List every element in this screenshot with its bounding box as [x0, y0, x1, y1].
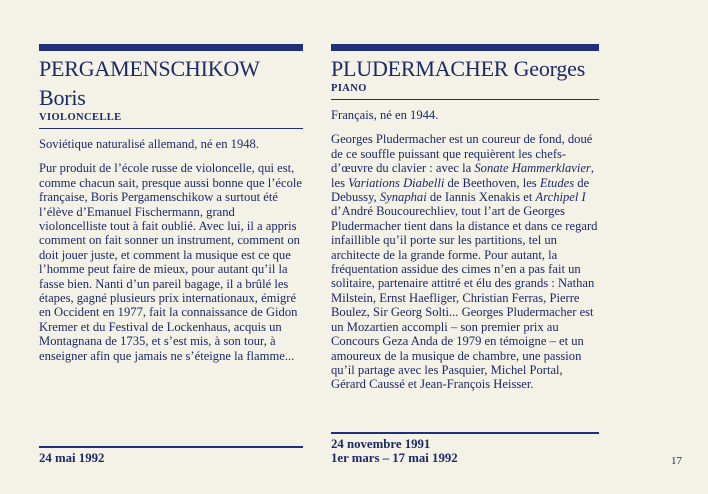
artist-entry-pludermacher	[331, 44, 599, 402]
concert-date: 1er mars – 17 mai 1992	[331, 450, 458, 465]
entry-top-bar	[39, 44, 303, 51]
header-rule	[39, 128, 303, 129]
artist-entry-pergamenschikow	[39, 44, 303, 373]
artist-biography	[331, 108, 599, 392]
artist-surname: PERGAMENSCHIKOW	[39, 56, 260, 81]
date-rule	[331, 432, 599, 434]
artist-biography	[39, 137, 303, 363]
page-number: 17	[671, 455, 682, 467]
artist-name: PLUDERMACHER Georges	[331, 56, 586, 81]
header-rule	[331, 99, 599, 100]
bio-paragraph: Pur produit de l’école russe de violoncelle, qui est, comme chacun sait, presque aussi bonne que l’école française, Boris Pergamenschikow a surtout été l’élève d’Emanuel Fischermann, grand violoncelliste tout à fait oublié. Avec lui, il a appris comment on fait sonner un instrument, comment on doit jouer juste, et comment la musique est ce que l’homme peut faire de mieux, pour autant qu’il la fasse bien. Nanti d’un pareil bagage, il a brûlé les étapes, gagné plusieurs prix internationaux, émigré en Occident en 1977, fait la connaissance de Gidon Kremer et du Festival de Lockenhaus, acquis un Montagnana de 1735, et s’est mis, à son tour, à enseigner afin que jamais ne s’éteigne la flamme...	[39, 161, 302, 363]
concert-dates-left	[39, 446, 303, 466]
bio-intro: Soviétique naturalisé allemand, né en 1948.	[39, 137, 259, 151]
artist-firstname: Boris	[39, 85, 86, 110]
artist-instrument: VIOLONCELLE	[39, 112, 122, 123]
artist-instrument: PIANO	[331, 83, 367, 94]
entry-top-bar	[331, 44, 599, 51]
bio-intro: Français, né en 1944.	[331, 108, 439, 122]
concert-date: 24 novembre 1991	[331, 437, 431, 451]
bio-paragraph: Georges Pludermacher est un coureur de fond, doué de ce souffle puissant que requièrent les chefs-d’œuvre du clavier : avec la Sonate Hammerklavier, les Variations Diabelli de Beethoven, les Etudes de Debussy, Synaphai de Iannis Xenakis et Archipel I d’André Boucourechliev, tout l’art de Georges Pludermacher tient dans la distance et dans ce regard infaillible qu’il porte sur les partitions, tel un architecte de la grande forme. Pour autant, la fréquentation assidue des cimes n’en a pas fait un solitaire, partenaire attitré et élu des grands : Nathan Milstein, Ernst Haefliger, Christian Ferras, Pierre Boulez, Sir Georg Solti... Georges Pludermacher est un Mozartien accompli – son premier prix au Concours Geza Anda de 1979 en témoigne – et un amoureux de la musique de chambre, une passion qu’il partage avec les Pasquier, Michel Portal, Gérard Caussé et Jean-François Heisser.	[331, 132, 598, 392]
concert-dates-right	[331, 432, 599, 465]
date-rule	[39, 446, 303, 448]
concert-date: 24 mai 1992	[39, 451, 105, 465]
